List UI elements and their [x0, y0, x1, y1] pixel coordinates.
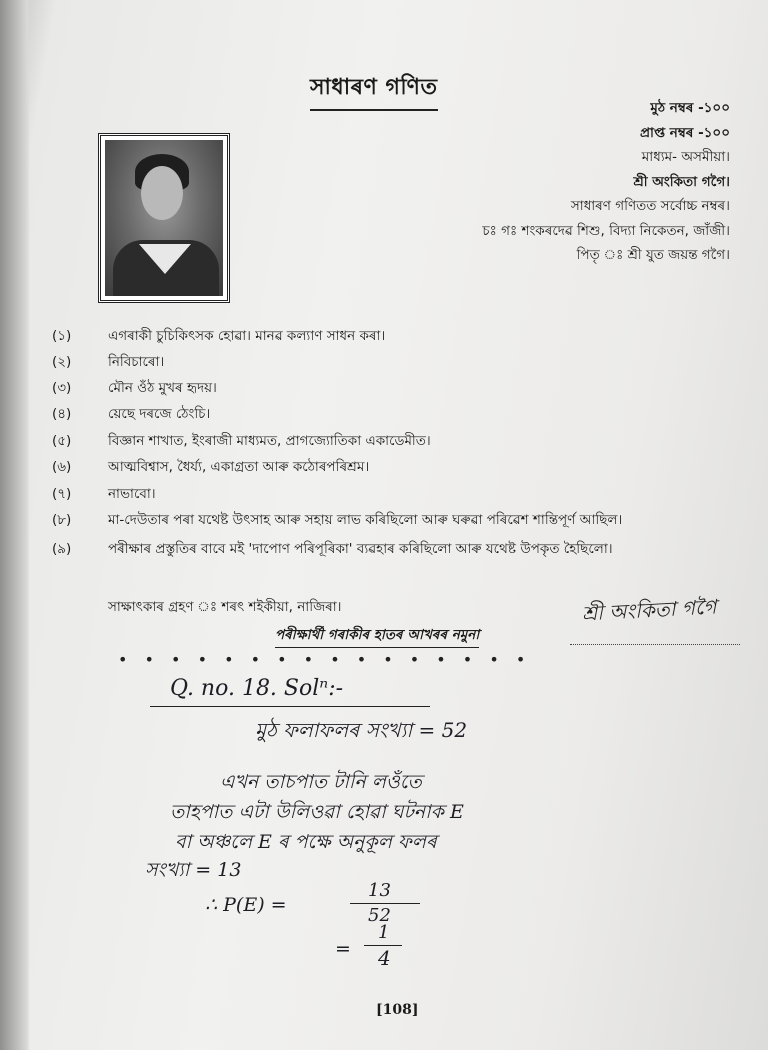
item-number: (৩) [52, 380, 72, 396]
item-number: (৮) [52, 512, 72, 528]
item-number: (৪) [52, 406, 72, 422]
item-number: (৫) [52, 433, 72, 449]
obtained-marks: প্ৰাপ্ত নম্বৰ -১০০ [639, 124, 730, 141]
item-number: (৬) [52, 459, 72, 475]
item-number: (৯) [52, 541, 72, 557]
student-photo-frame [98, 133, 230, 303]
item-text: আত্মবিশ্বাস, ধৈৰ্য্য, একাগ্ৰতা আৰু কঠোৰপৰিশ্ৰম। [108, 459, 370, 475]
item-text: য়েছে দৰজে ঠেংচি। [108, 406, 211, 422]
father-name: পিতৃ ঃ শ্ৰী যুত জয়ন্ত গগৈ। [576, 247, 730, 263]
school-name: চঃ গঃ শংকৰদেৱ শিশু, বিদ্যা নিকেতন, জাঁজী। [482, 222, 730, 239]
item-number: (৭) [52, 486, 72, 502]
photo-face [141, 166, 183, 220]
dotted-rule: • • • • • • • • • • • • • • • • [118, 650, 532, 669]
item-number: (১) [52, 328, 72, 344]
handwriting-label: পৰীক্ষাৰ্থী গৰাকীৰ হাতৰ আখৰৰ নমুনা [275, 624, 479, 648]
handwriting-line: বা অঞ্চলে E ৰ পক্ষে অনুকূল ফলৰ [175, 831, 437, 853]
handwriting-underline [150, 706, 430, 707]
handwriting-line: Q. no. 18. Solⁿ:- [170, 676, 344, 701]
medium: মাধ্যম- অসমীয়া। [641, 149, 730, 165]
handwriting-line: = [335, 938, 351, 960]
handwriting-line: মুঠ ফলাফলৰ সংখ্যা = 52 [255, 718, 468, 742]
handwriting-line: ∴ P(E) = [205, 894, 287, 916]
item-text: মৌন ওঁঠ মুখৰ হৃদয়। [108, 380, 217, 396]
signature: শ্ৰী অংকিতা গগৈ [581, 594, 717, 626]
item-text: এগৰাকী চুচিকিৎসক হোৱা। মানৱ কল্যাণ সাধন কৰা। [108, 328, 386, 344]
fraction-denominator: 4 [378, 946, 391, 970]
student-name: শ্ৰী অংকিতা গগৈ। [633, 173, 730, 190]
full-marks: মুঠ নম্বৰ -১০০ [650, 100, 730, 116]
interview-credit: সাক্ষাৎকাৰ গ্ৰহণ ঃ শৰৎ শইকীয়া, নাজিৰা। [108, 599, 342, 615]
handwriting-line: সংখ্যা = 13 [145, 859, 242, 881]
item-text: পৰীক্ষাৰ প্ৰস্তুতিৰ বাবে মই 'দাপোণ পৰিপূৰিকা' ব্যৱহাৰ কৰিছিলো আৰু যথেষ্ট উপকৃত হৈছিলো। [108, 541, 613, 557]
item-text: নিবিচাৰো। [108, 354, 165, 370]
student-info [482, 96, 730, 268]
page-number: [108] [376, 1002, 419, 1018]
fraction-numerator: 1 [378, 922, 390, 943]
page-title: সাধাৰণ গণিত [310, 70, 438, 111]
signature-line [570, 644, 740, 645]
item-text: বিজ্ঞান শাখাত, ইংৰাজী মাধ্যমত, প্ৰাগজ্যোতিকা একাডেমীত। [108, 433, 431, 449]
student-photo [105, 140, 223, 296]
handwriting-line: এখন তাচপাত টানি লওঁতে [220, 771, 422, 793]
item-text: মা-দেউতাৰ পৰা যথেষ্ট উৎসাহ আৰু সহায় লাভ কৰিছিলো আৰু ঘৰুৱা পৰিৱেশ শান্তিপূৰ্ণ আছিল। [108, 512, 623, 528]
fraction-denominator: 52 [368, 905, 391, 926]
item-number: (২) [52, 354, 72, 370]
fraction-numerator: 13 [368, 880, 391, 901]
achievement: সাধাৰণ গণিতত সৰ্বোচ্চ নম্বৰ। [570, 198, 730, 214]
page-shadow [0, 0, 30, 1050]
fraction-bar [350, 903, 420, 904]
item-text: নাভাবো। [108, 486, 156, 502]
handwriting-line: তাহপাত এটা উলিওৱা হোৱা ঘটনাক E [170, 801, 464, 823]
